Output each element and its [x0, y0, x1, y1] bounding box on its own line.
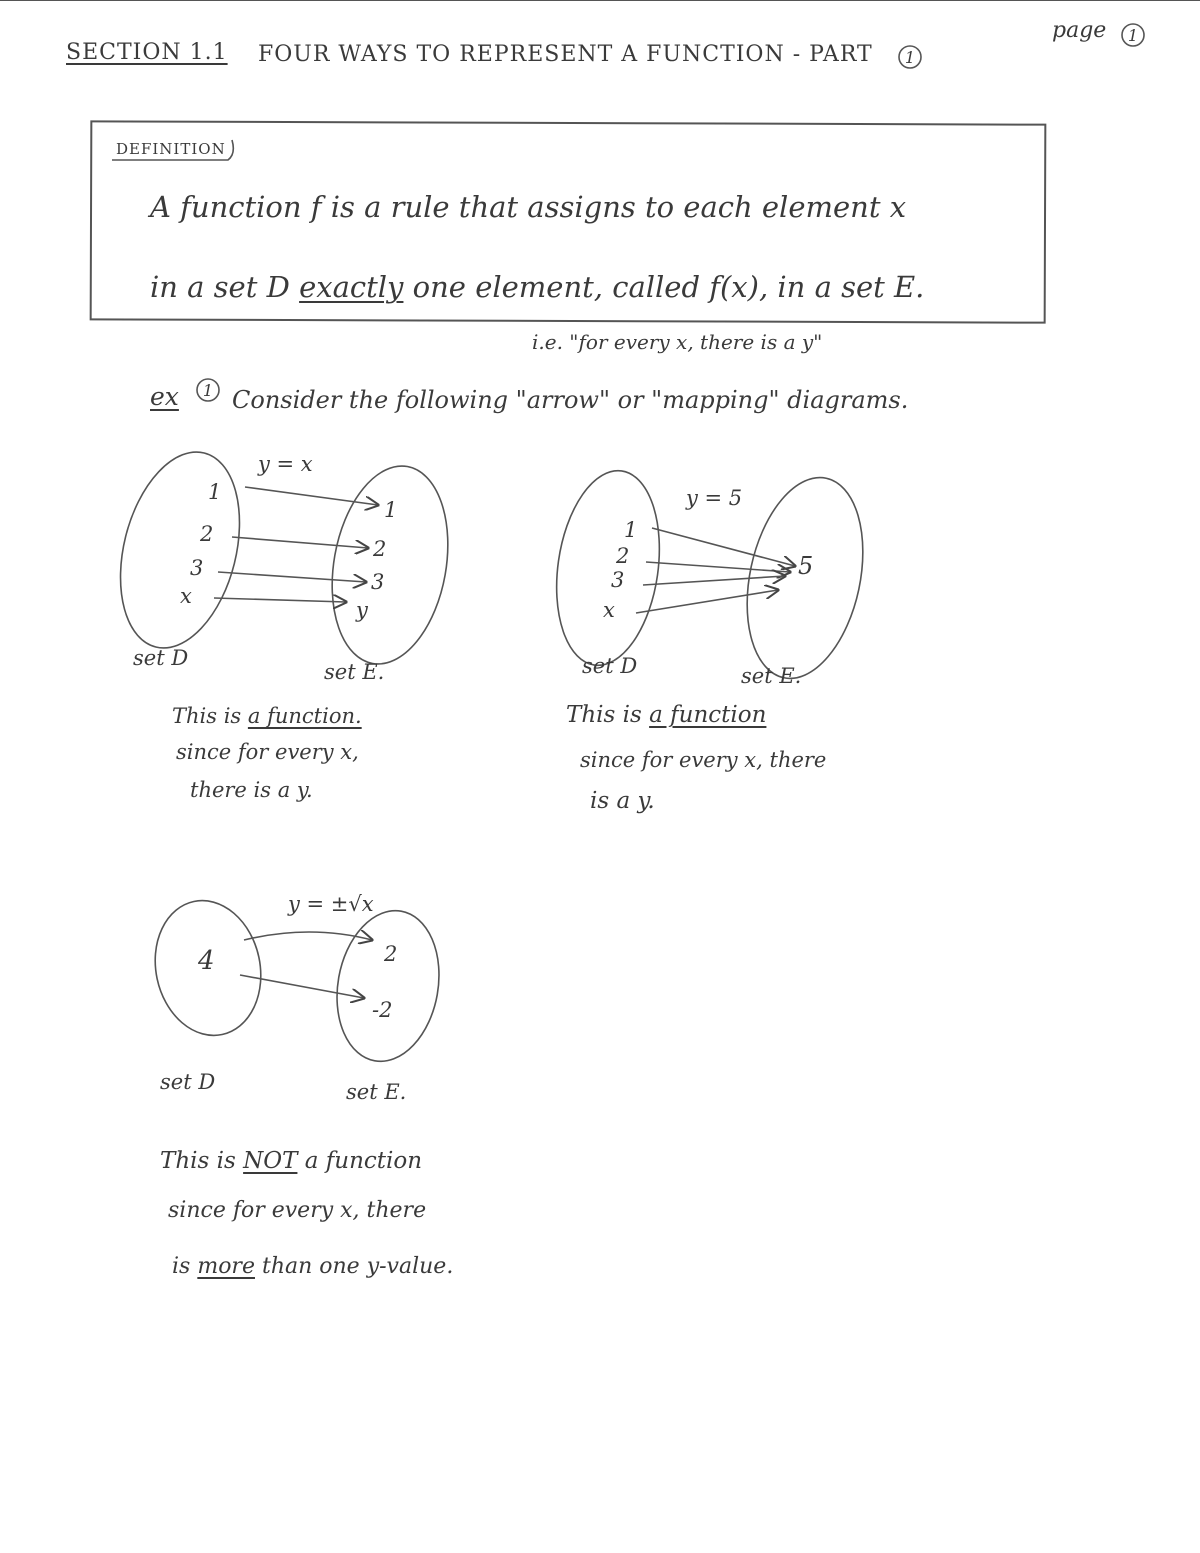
diagram1-range-value: 3: [371, 570, 385, 594]
diagram3-caption-line-3: is more than one y-value.: [172, 1254, 454, 1279]
diagram2-caption-line-1: This is a function: [566, 702, 767, 728]
diagram1-domain-value: 1: [208, 480, 222, 504]
diagram2-range-value: 5: [798, 552, 814, 580]
diagram1-domain-value: 2: [200, 522, 214, 546]
diagram1-domain-value: x: [180, 584, 192, 608]
diagram3-range-value: 2: [384, 942, 398, 966]
diagram1-set-e-label: set E.: [324, 660, 385, 684]
emphasis-exactly: exactly: [299, 270, 404, 304]
diagram1-arrow-3: [218, 572, 366, 582]
diagram2-set-d-label: set D: [582, 654, 638, 678]
diagram3-caption-line-1: This is NOT a function: [160, 1148, 423, 1174]
diagram1-arrow-x: [214, 598, 346, 602]
definition-note: i.e. "for every x, there is a y": [532, 330, 823, 354]
diagram2-caption-line-2: since for every x, there: [580, 748, 827, 772]
diagram2-arrow-3: [643, 576, 785, 585]
example-number: 1: [202, 381, 214, 400]
page-title: FOUR WAYS TO REPRESENT A FUNCTION - PART: [258, 42, 873, 67]
emphasis-more: more: [197, 1254, 255, 1279]
diagram2-arrow-2: [646, 562, 790, 572]
diagram2-caption-line-3: is a y.: [590, 788, 655, 814]
diagram3-set-e-ellipse: [326, 902, 451, 1069]
diagram1-range-value: 2: [373, 537, 387, 561]
diagram2-domain-value: 2: [616, 544, 630, 568]
diagram2-domain-value: 3: [611, 568, 625, 592]
page-number: page: [1052, 18, 1107, 43]
diagram2-rule: y = 5: [686, 486, 743, 510]
diagram3-set-d-label: set D: [160, 1070, 216, 1094]
diagram1-range-value: y: [356, 598, 368, 622]
diagram1-domain-value: 3: [190, 556, 204, 580]
diagram2-domain-value: 1: [624, 518, 638, 542]
diagram2-domain-value: x: [603, 598, 615, 622]
diagram3-range-value: -2: [372, 998, 393, 1022]
diagram1-set-d-label: set D: [133, 646, 189, 670]
definition-line-2: in a set D exactly one element, called f(x), in a set E.: [150, 270, 925, 304]
definition-label-underline: [112, 140, 233, 160]
page-number-digit: 1: [1127, 26, 1139, 45]
example-text: Consider the following "arrow" or "mapping" diagrams.: [232, 386, 909, 414]
diagram1-rule: y = x: [258, 452, 313, 476]
diagram3-rule: y = ±√x: [288, 892, 374, 916]
diagram1-set-d-ellipse: [101, 439, 258, 660]
diagram1-caption-line-1: This is a function.: [172, 704, 362, 728]
diagram3-set-e-label: set E.: [346, 1080, 407, 1104]
diagram1-range-value: 1: [384, 498, 398, 522]
emphasis-not: NOT: [243, 1148, 298, 1174]
diagram3-domain-value: 4: [198, 946, 215, 976]
diagram2-set-d-ellipse: [545, 464, 671, 672]
example-marker: ex: [150, 382, 179, 411]
diagram3-caption-line-2: since for every x, there: [168, 1198, 427, 1223]
diagram1-caption-line-2: since for every x,: [176, 740, 359, 764]
diagram2-arrow-1: [652, 528, 795, 566]
diagram1-set-e-ellipse: [317, 457, 462, 673]
section-label: SECTION 1.1: [66, 40, 228, 65]
part-number: 1: [904, 48, 916, 67]
diagram2-arrow-x: [636, 590, 778, 613]
definition-label: DEFINITION: [116, 140, 226, 158]
diagram2-set-e-label: set E.: [741, 664, 802, 688]
definition-line-1: A function f is a rule that assigns to each element x: [150, 190, 907, 224]
diagram1-caption-line-3: there is a y.: [190, 778, 313, 802]
diagram1-arrow-2: [232, 537, 368, 548]
